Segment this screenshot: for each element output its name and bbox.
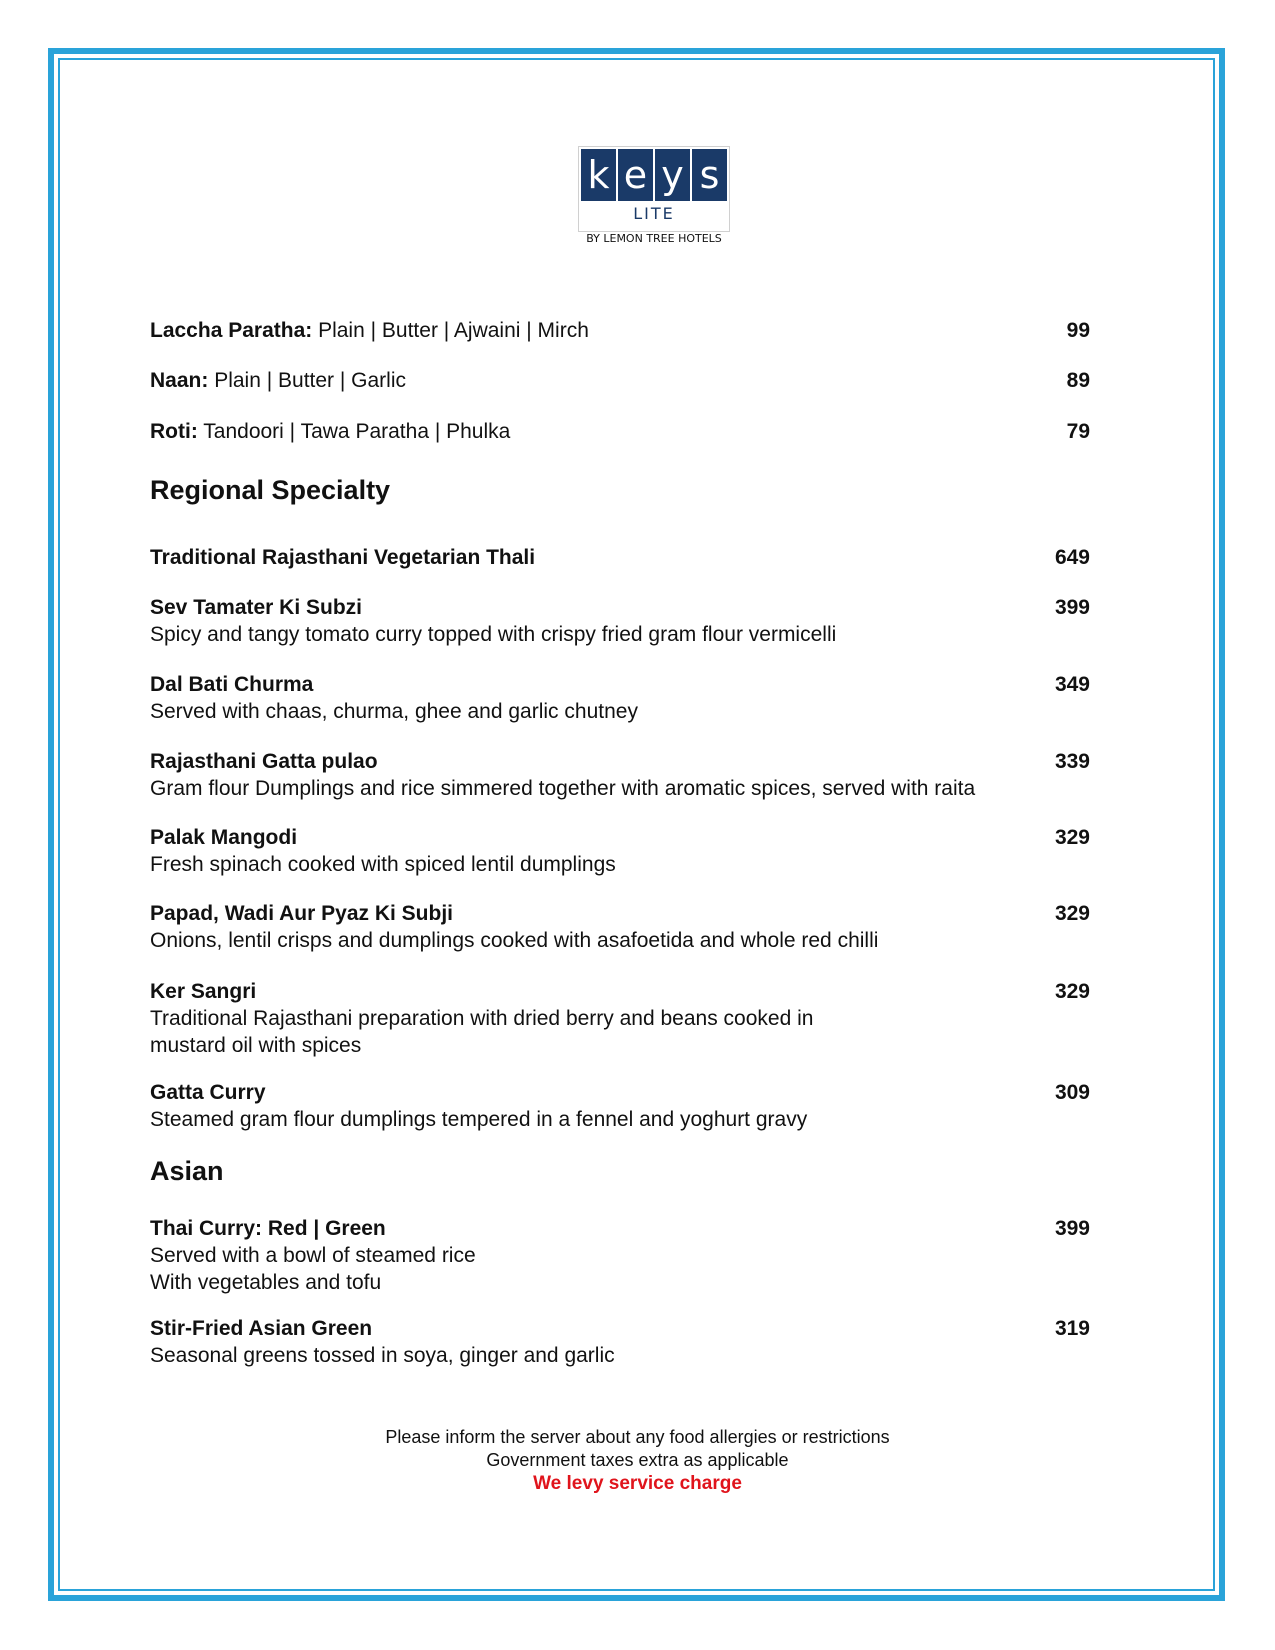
menu-item-price: 339 [1054,750,1090,773]
section-title-asian: Asian [150,1156,224,1186]
menu-item-description: Served with a bowl of steamed rice [150,1244,476,1267]
menu-item: Traditional Rajasthani Vegetarian Thali 649 [150,546,1090,569]
menu-item-price: 649 [1054,546,1090,569]
logo-byline: BY LEMON TREE HOTELS [586,232,722,245]
menu-item-price: 399 [1054,1217,1090,1240]
menu-item-price: 329 [1054,980,1090,1003]
menu-item: Rajasthani Gatta pulao 339 Gram flour Dumplings and rice simmered together with aromatic spices, served with raita [150,750,1090,800]
menu-item: Dal Bati Churma 349 Served with chaas, churma, ghee and garlic chutney [150,673,1090,723]
menu-item: Ker Sangri 329 Traditional Rajasthani preparation with dried berry and beans cooked in mustard oil with spices [150,980,1090,1057]
menu-item-price: 309 [1054,1081,1090,1104]
menu-item: Palak Mangodi 329 Fresh spinach cooked with spiced lentil dumplings [150,826,1090,876]
section-title-regional: Regional Specialty [150,475,391,505]
menu-item-description: Gram flour Dumplings and rice simmered together with aromatic spices, served with raita [150,777,976,800]
menu-item-price: 349 [1054,673,1090,696]
menu-item-description: Fresh spinach cooked with spiced lentil dumplings [150,853,616,876]
footer-tax-note: Government taxes extra as applicable [486,1450,789,1470]
menu-item-description: Traditional Rajasthani preparation with dried berry and beans cooked in [150,1007,814,1030]
menu-item: Stir-Fried Asian Green 319 Seasonal greens tossed in soya, ginger and garlic [150,1317,1090,1367]
menu-item-price: 399 [1054,596,1090,619]
hotel-logo [578,146,730,245]
menu-item-price: 79 [1066,420,1090,443]
menu-item: Gatta Curry 309 Steamed gram flour dumplings tempered in a fennel and yoghurt gravy [150,1081,1090,1131]
menu-item-description: Served with chaas, churma, ghee and garlic chutney [150,700,638,723]
menu-item-price: 329 [1054,826,1090,849]
menu-item-description: Onions, lentil crisps and dumplings cooked with asafoetida and whole red chilli [150,929,879,952]
menu-item-price: 89 [1066,369,1090,392]
menu-item-description: With vegetables and tofu [150,1271,382,1294]
menu-item-description: mustard oil with spices [150,1034,362,1057]
menu-item-price: 99 [1066,319,1090,342]
menu-item-roti: Roti: Tandoori | Tawa Paratha | Phulka 79 [150,420,1090,443]
menu-footer [150,1426,1125,1495]
menu-item: Sev Tamater Ki Subzi 399 Spicy and tangy tomato curry topped with crispy fried gram flour vermicelli [150,596,1090,646]
footer-allergy-note: Please inform the server about any food allergies or restrictions [385,1427,890,1447]
menu-item-naan: Naan: Plain | Butter | Garlic 89 [150,369,1090,392]
logo-sub: LITE [633,204,675,223]
menu-item: Papad, Wadi Aur Pyaz Ki Subji 329 Onions, lentil crisps and dumplings cooked with asafoetida and whole red chilli [150,902,1090,952]
menu-item-price: 319 [1054,1317,1090,1340]
footer-service-charge-note: We levy service charge [533,1473,742,1494]
menu-item-laccha-paratha: Laccha Paratha: Plain | Butter | Ajwaini | Mirch 99 [150,319,1090,342]
menu-item-description: Spicy and tangy tomato curry topped with crispy fried gram flour vermicelli [150,623,837,646]
menu-item-description: Seasonal greens tossed in soya, ginger and garlic [150,1344,615,1367]
logo-wordmark: k e y s [581,149,727,201]
menu-item-description: Steamed gram flour dumplings tempered in a fennel and yoghurt gravy [150,1108,808,1131]
menu-item-price: 329 [1054,902,1090,925]
menu-item: Thai Curry: Red | Green 399 Served with a bowl of steamed rice With vegetables and tofu [150,1217,1090,1294]
